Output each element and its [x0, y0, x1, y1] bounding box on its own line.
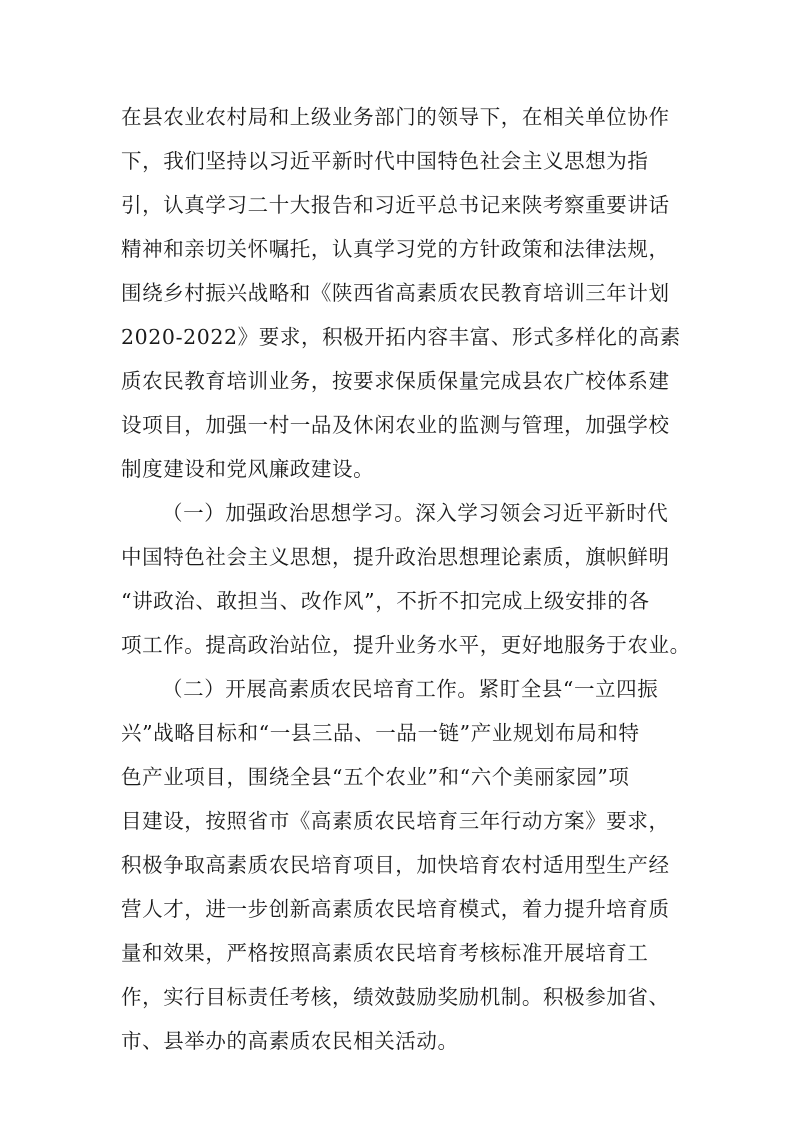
text-line: 设项目，加强一村一品及休闲农业的监测与管理，加强学校 [121, 413, 670, 437]
text-line: 积极争取高素质农民培育项目，加快培育农村适用型生产经 [121, 853, 670, 877]
paragraph-section-2 [121, 667, 686, 1063]
text-line: 在县农业农村局和上级业务部门的领导下，在相关单位协作 [121, 105, 670, 129]
text-line: 市、县举办的高素质农民相关活动。 [121, 1029, 459, 1053]
text-line: 色产业项目，围绕全县“五个农业”和“六个美丽家园”项 [121, 765, 630, 789]
text-line: 2020-2022》要求，积极开拓内容丰富、形式多样化的高素 [121, 325, 681, 349]
text-line: 项工作。提高政治站位，提升业务水平，更好地服务于农业。 [121, 633, 691, 657]
text-line: 制度建设和党风廉政建设。 [121, 457, 375, 481]
paragraph-intro [121, 95, 686, 491]
text-line: 量和效果，严格按照高素质农民培育考核标准开展培育工 [121, 941, 649, 965]
text-line: 营人才，进一步创新高素质农民培育模式，着力提升培育质 [121, 897, 670, 921]
section-heading-line: （二）开展高素质农民培育工作。紧盯全县“一立四振 [162, 677, 659, 701]
document-body [121, 95, 691, 1063]
text-line: 下，我们坚持以习近平新时代中国特色社会主义思想为指 [121, 149, 649, 173]
text-line: 目建设，按照省市《高素质农民培育三年行动方案》要求， [121, 809, 670, 833]
text-line: 引，认真学习二十大报告和习近平总书记来陕考察重要讲话 [121, 193, 670, 217]
text-line: 围绕乡村振兴战略和《陕西省高素质农民教育培训三年计划 [121, 281, 670, 305]
text-line: 中国特色社会主义思想，提升政治思想理论素质，旗帜鲜明 [121, 545, 670, 569]
text-line: 作，实行目标责任考核，绩效鼓励奖励机制。积极参加省、 [121, 985, 670, 1009]
text-line: “讲政治、敢担当、改作风”，不折不扣完成上级安排的各 [121, 589, 650, 613]
text-line: 质农民教育培训业务，按要求保质保量完成县农广校体系建 [121, 369, 670, 393]
paragraph-section-1 [121, 491, 691, 667]
text-line: 精神和亲切关怀嘱托，认真学习党的方针政策和法律法规， [121, 237, 670, 261]
text-line: 兴”战略目标和“一县三品、一品一链”产业规划布局和特 [121, 721, 640, 745]
section-heading-line: （一）加强政治思想学习。深入学习领会习近平新时代 [162, 501, 669, 525]
